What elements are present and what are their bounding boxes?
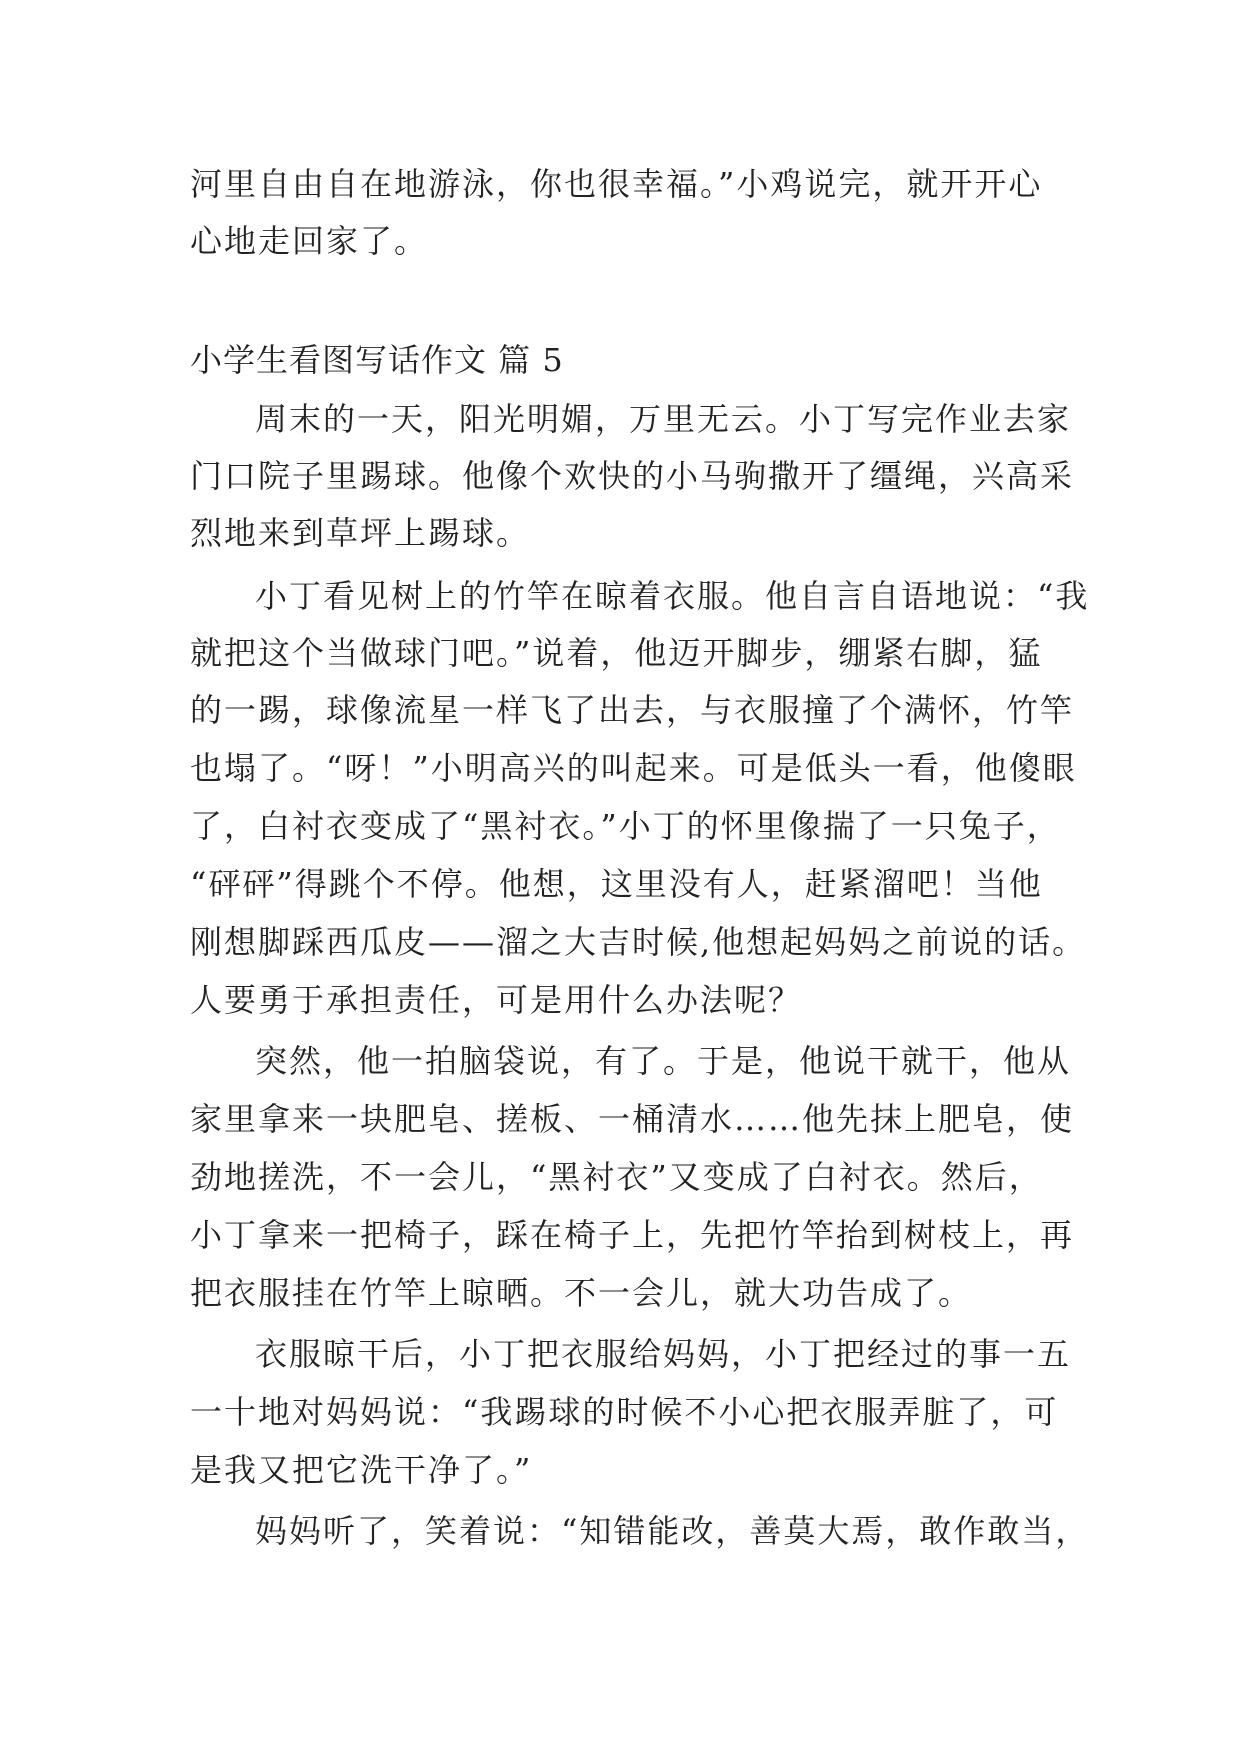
text-line: 刚想脚踩西瓜皮——溜之大吉时候,他想起妈妈之前说的话。 <box>190 923 1087 961</box>
text-line: 就把这个当做球门吧。”说着，他迈开脚步，绷紧右脚，猛 <box>190 634 1043 672</box>
text-line: 门口院子里踢球。他像个欢快的小马驹撒开了缰绳，兴高采 <box>190 457 1075 495</box>
section-heading: 小学生看图写话作文 篇 5 <box>190 341 564 379</box>
text-line: 河里自由自在地游泳，你也很幸福。”小鸡说完，就开开心 <box>190 165 1043 203</box>
text-line: 一十地对妈妈说：“我踢球的时候不小心把衣服弄脏了，可 <box>190 1393 1059 1431</box>
text-line: 也塌了。“呀！”小明高兴的叫起来。可是低头一看，他傻眼 <box>190 749 1077 787</box>
text-line: 的一踢，球像流星一样飞了出去，与衣服撞了个满怀，竹竿 <box>190 691 1075 729</box>
text-line: 把衣服挂在竹竿上晾晒。不一会儿，就大功告成了。 <box>190 1274 973 1312</box>
text-line: 周末的一天，阳光明媚，万里无云。小丁写完作业去家 <box>255 400 1072 438</box>
text-line: 小丁拿来一把椅子，踩在椅子上，先把竹竿抬到树枝上，再 <box>190 1216 1075 1254</box>
text-line: 是我又把它洗干净了。” <box>190 1451 533 1489</box>
text-line: 妈妈听了，笑着说：“知错能改，善莫大焉，敢作敢当， <box>255 1512 1090 1550</box>
text-line: “砰砰”得跳个不停。他想，这里没有人，赶紧溜吧！当他 <box>190 865 1043 903</box>
text-line: 衣服晾干后，小丁把衣服给妈妈，小丁把经过的事一五 <box>255 1335 1072 1373</box>
text-line: 人要勇于承担责任，可是用什么办法呢？ <box>190 981 803 1019</box>
text-line: 家里拿来一块肥皂、搓板、一桶清水……他先抹上肥皂，使 <box>190 1100 1075 1138</box>
text-line: 烈地来到草坪上踢球。 <box>190 514 531 552</box>
text-line: 心地走回家了。 <box>190 222 429 260</box>
text-line: 劲地搓洗，不一会儿，“黑衬衣”又变成了白衬衣。然后， <box>190 1158 1043 1196</box>
text-line: 了，白衬衣变成了“黑衬衣。”小丁的怀里像揣了一只兔子， <box>190 807 1061 845</box>
text-line: 突然，他一拍脑袋说，有了。于是，他说干就干，他从 <box>255 1042 1072 1080</box>
text-line: 小丁看见树上的竹竿在晾着衣服。他自言自语地说：“我 <box>255 577 1090 615</box>
